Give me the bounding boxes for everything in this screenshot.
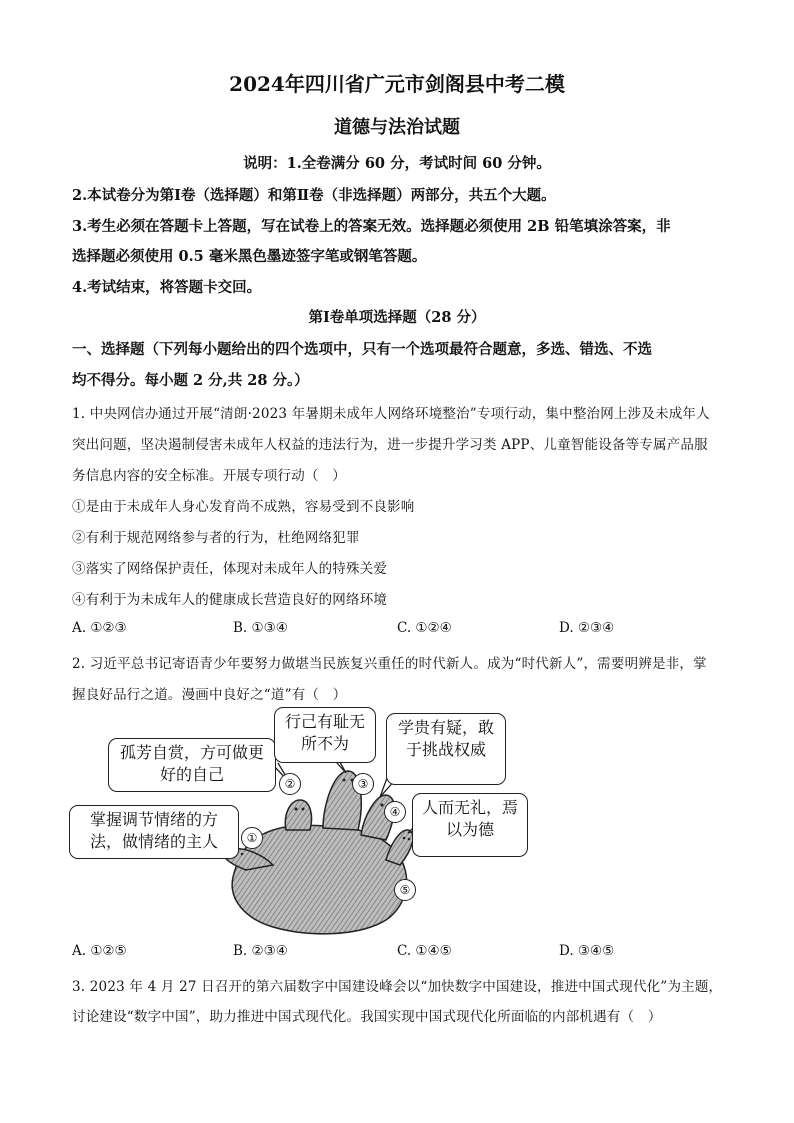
q3-stem-line-1: 3. 2023 年 4 月 27 日召开的第六届数字中国建设峰会以“加快数字中国建设，推进中国式现代化”为主题，	[72, 979, 723, 995]
q2-option-c[interactable]: C. ①④⑤	[397, 943, 452, 959]
instruction-3a: 3.考生必须在答题卡上答题，写在试卷上的答案无效。选择题必须使用 2B 铅笔填涂答案，非	[72, 218, 671, 235]
label-2: ②	[279, 773, 301, 795]
label-1: ①	[241, 827, 263, 849]
q1-option-b[interactable]: B. ①③④	[233, 620, 288, 636]
q2-option-b[interactable]: B. ②③④	[233, 943, 288, 959]
q2-option-d[interactable]: D. ③④⑤	[559, 943, 615, 959]
q2-option-a[interactable]: A. ①②⑤	[72, 943, 127, 959]
section-heading-a: 一、选择题（下列每小题给出的四个选项中，只有一个选项最符合题意，多选、错选、不选	[72, 341, 652, 358]
bubble-5: 人而无礼，焉以为德	[412, 793, 528, 857]
bubble-2: 孤芳自赏，方可做更好的自己	[108, 738, 276, 792]
label-5: ⑤	[394, 879, 416, 901]
bubble-3: 行己有耻无所不为	[274, 707, 376, 763]
label-3: ③	[352, 773, 374, 795]
q1-statement-4: ④有利于为未成年人的健康成长营造良好的网络环境	[72, 592, 388, 608]
instruction-2: 2.本试卷分为第Ⅰ卷（选择题）和第Ⅱ卷（非选择题）两部分，共五个大题。	[72, 187, 556, 204]
section-title: 第Ⅰ卷单项选择题（28 分）	[308, 309, 486, 326]
q1-option-c[interactable]: C. ①②④	[397, 620, 452, 636]
q1-stem-line-2: 突出问题，坚决遏制侵害未成年人权益的违法行为，进一步提升学习类 APP、儿童智能设备等专属产品服	[72, 437, 708, 453]
instruction-4: 4.考试结束，将答题卡交回。	[72, 279, 262, 296]
q1-stem-line-3: 务信息内容的安全标准。开展专项行动（ ）	[72, 468, 346, 484]
q1-option-a[interactable]: A. ①②③	[72, 620, 127, 636]
bubble-1: 掌握调节情绪的方法，做情绪的主人	[69, 805, 239, 859]
q1-statement-3: ③落实了网络保护责任，体现对未成年人的特殊关爱	[72, 561, 388, 577]
bubble-4: 学贵有疑，敢于挑战权威	[386, 713, 506, 785]
q1-statement-1: ①是由于未成年人身心发育尚不成熟，容易受到不良影响	[72, 499, 415, 515]
q2-stem-line-1: 2. 习近平总书记寄语青少年要努力做堪当民族复兴重任的时代新人。成为“时代新人”，需要明辨是非，掌	[72, 656, 707, 672]
q1-option-d[interactable]: D. ②③④	[559, 620, 615, 636]
exam-title: 2024年四川省广元市剑阁县中考二模	[229, 72, 565, 96]
q3-stem-line-2: 讨论建设“数字中国”，助力推进中国式现代化。我国实现中国式现代化所面临的内部机遇有（ ）	[72, 1009, 662, 1025]
instruction-1: 说明：1.全卷满分 60 分，考试时间 60 分钟。	[243, 155, 551, 172]
hand-cartoon	[68, 705, 538, 937]
label-4: ④	[384, 801, 406, 823]
instruction-3b: 选择题必须使用 0.5 毫米黑色墨迹签字笔或钢笔答题。	[72, 248, 427, 265]
q2-stem-line-2: 握良好品行之道。漫画中良好之“道”有（ ）	[72, 687, 347, 703]
q1-statement-2: ②有利于规范网络参与者的行为，杜绝网络犯罪	[72, 530, 360, 546]
exam-subtitle: 道德与法治试题	[334, 117, 460, 138]
section-heading-b: 均不得分。每小题 2 分,共 28 分。）	[72, 372, 309, 389]
q1-stem-line-1: 1. 中央网信办通过开展“清朗·2023 年暑期未成年人网络环境整治”专项行动，集中整治网上涉及未成年人	[72, 406, 710, 422]
